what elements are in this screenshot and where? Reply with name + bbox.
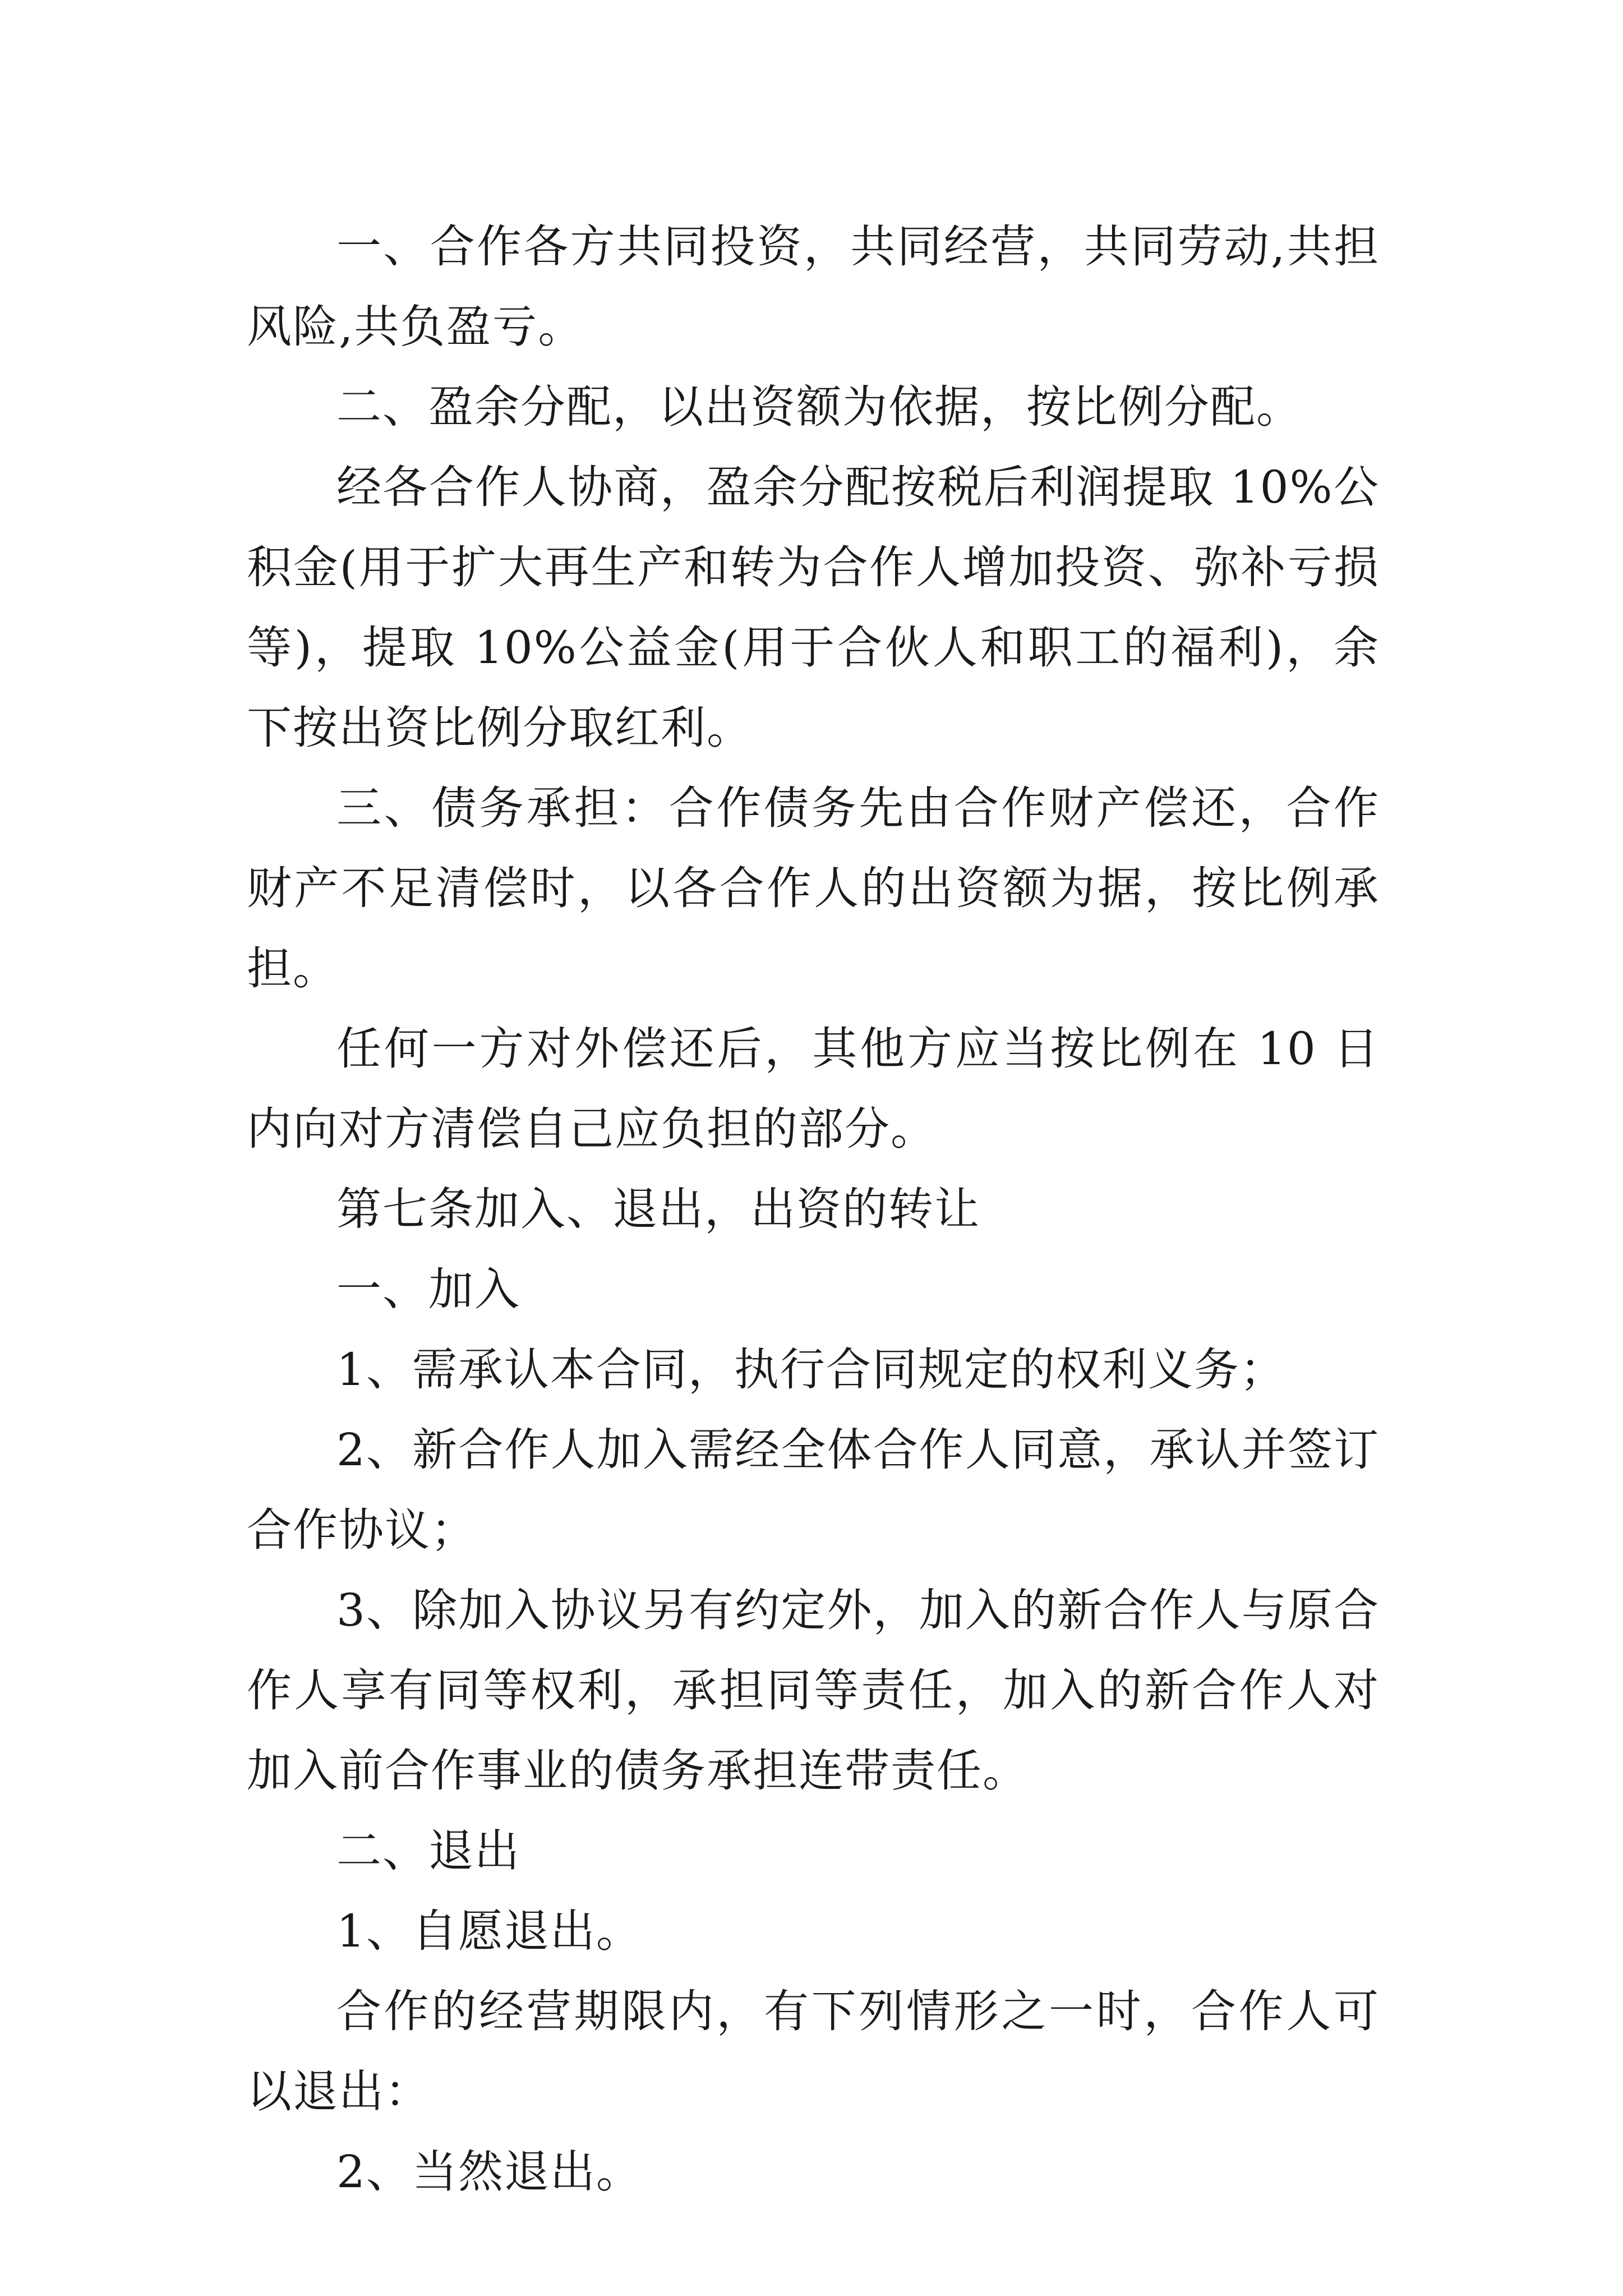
joining-item-3: 3、除加入协议另有约定外，加入的新合作人与原合作人享有同等权利，承担同等责任，加入的新合作人对加入前合作事业的债务承担连带责任。 <box>247 1584 1380 1797</box>
article-7-heading: 第七条加入、退出，出资的转让 <box>336 1183 980 1235</box>
withdrawal-item-1: 1、自愿退出。 <box>336 1905 642 1957</box>
paragraph-debt-bearing: 三、债务承担：合作债务先由合作财产偿还，合作财产不足清偿时，以各合作人的出资额为据，按比例承担。 <box>247 782 1380 995</box>
paragraph-repayment-compensation: 任何一方对外偿还后，其他方应当按比例在 10 日内向对方清偿自己应负担的部分。 <box>247 1023 1380 1155</box>
section-joining-heading: 一、加入 <box>336 1263 520 1315</box>
withdrawal-item-2: 2、当然退出。 <box>336 2146 642 2198</box>
joining-item-1: 1、需承认本合同，执行合同规定的权利义务； <box>336 1343 1286 1396</box>
document-body <box>247 206 1380 2212</box>
paragraph-profit-loss-sharing: 一、合作各方共同投资，共同经营，共同劳动,共担风险,共负盈亏。 <box>247 220 1380 353</box>
paragraph-withdrawal-conditions: 合作的经营期限内，有下列情形之一时，合作人可以退出： <box>247 1985 1380 2118</box>
paragraph-reserve-funds: 经各合作人协商，盈余分配按税后利润提取 10%公积金(用于扩大再生产和转为合作人增加投资、弥补亏损等)，提取 10%公益金(用于合伙人和职工的福利)，余下按出资比例分取红利。 <box>247 461 1380 754</box>
joining-item-2: 2、新合作人加入需经全体合作人同意，承认并签订合作协议； <box>247 1424 1380 1556</box>
section-withdrawal-heading: 二、退出 <box>336 1825 520 1877</box>
paragraph-surplus-distribution: 二、盈余分配，以出资额为依据，按比例分配。 <box>336 381 1302 433</box>
